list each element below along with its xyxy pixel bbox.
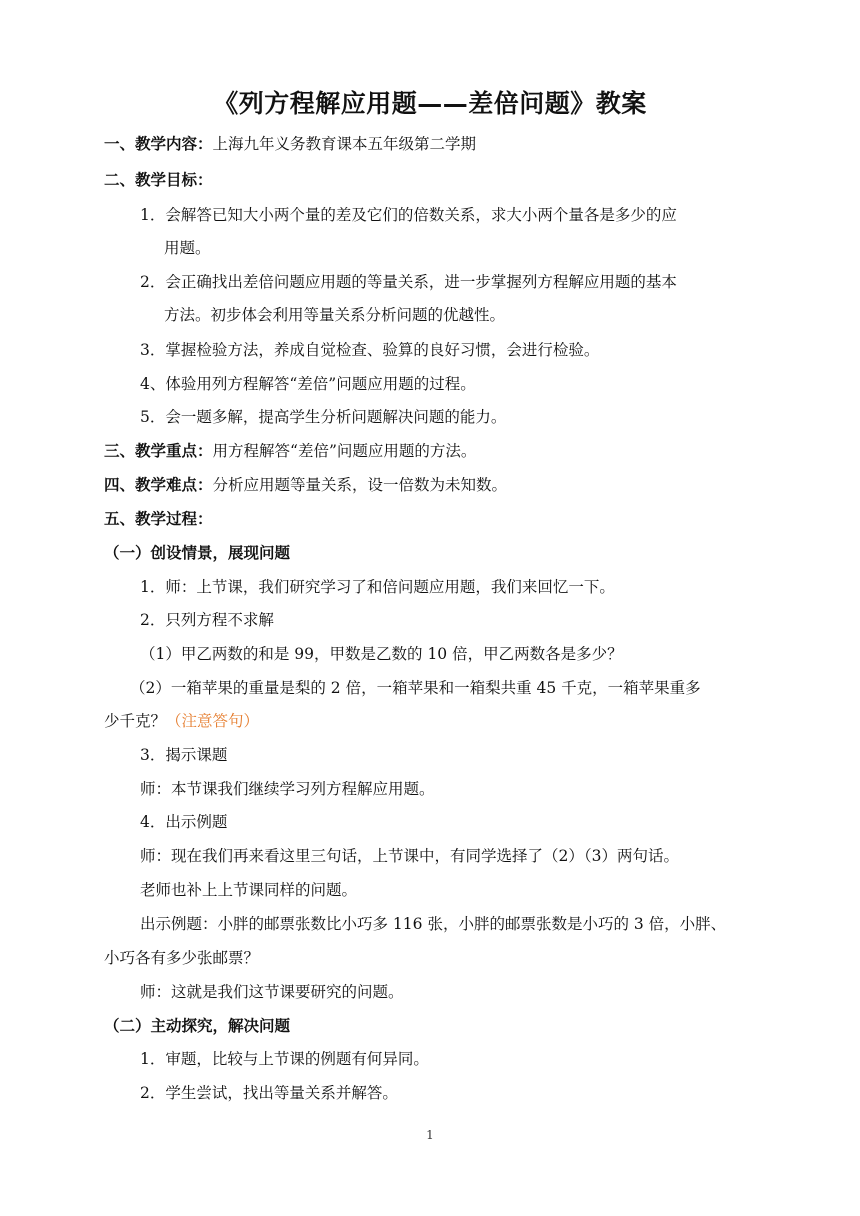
process-line: 老师也补上上节课同样的问题。: [140, 881, 358, 899]
goal-item: 1．会解答已知大小两个量的差及它们的倍数关系，求大小两个量各是多少的应: [140, 206, 677, 224]
goal-item-continuation: 用题。: [164, 239, 211, 257]
process-line: 1．审题，比较与上节课的例题有何异同。: [140, 1050, 429, 1068]
subsection-heading: （二）主动探究，解决问题: [104, 1016, 291, 1035]
process-line: 3．揭示课题: [140, 746, 228, 764]
subsection-heading: （一）创设情景，展现问题: [104, 543, 291, 562]
process-line: 2．学生尝试，找出等量关系并解答。: [140, 1084, 398, 1102]
goal-item: 3．掌握检验方法，养成自觉检查、验算的良好习惯，会进行检验。: [140, 341, 600, 359]
goal-item: 2．会正确找出差倍问题应用题的等量关系，进一步掌握列方程解应用题的基本: [140, 273, 677, 291]
process-line: （1）甲乙两数的和是 99，甲数是乙数的 10 倍，甲乙两数各是多少？: [140, 645, 623, 663]
section-content: [104, 134, 476, 154]
section-text: 分析应用题等量关系，设一倍数为未知数。: [212, 476, 508, 494]
goal-item-continuation: 方法。初步体会利用等量关系分析问题的优越性。: [164, 306, 506, 324]
process-line: 2．只列方程不求解: [140, 611, 274, 629]
section-text: 用方程解答“差倍”问题应用题的方法。: [212, 442, 477, 460]
process-line: （2）一箱苹果的重量是梨的 2 倍，一箱苹果和一箱梨共重 45 千克，一箱苹果重多: [130, 679, 701, 697]
document-title: 《列方程解应用题——差倍问题》教案: [213, 89, 647, 118]
section-heading: 二、教学目标：: [104, 170, 213, 189]
section-heading: 三、教学重点：: [104, 441, 213, 460]
goal-item: 4、体验用列方程解答“差倍”问题应用题的过程。: [140, 375, 476, 393]
section-key-point: [104, 441, 476, 461]
process-text: 少千克？: [104, 712, 167, 730]
process-line: 师：现在我们再来看这里三句话，上节课中，有同学选择了（2）（3）两句话。: [140, 847, 679, 865]
process-line: 1．师：上节课，我们研究学习了和倍问题应用题，我们来回忆一下。: [140, 578, 615, 596]
page-number: 1: [426, 1128, 434, 1142]
section-text: 上海九年义务教育课本五年级第二学期: [212, 135, 477, 153]
process-line: 4．出示例题: [140, 813, 228, 831]
highlight-note: （注意答句）: [166, 712, 260, 730]
section-heading: 五、教学过程：: [104, 509, 213, 528]
process-line: 师：本节课我们继续学习列方程解应用题。: [140, 780, 435, 798]
section-heading: 一、教学内容：: [104, 134, 213, 153]
process-line: [104, 711, 259, 731]
section-heading: 四、教学难点：: [104, 475, 213, 494]
process-line: 师：这就是我们这节课要研究的问题。: [140, 983, 404, 1001]
section-difficulty: [104, 475, 507, 495]
process-line: 出示例题：小胖的邮票张数比小巧多 116 张，小胖的邮票张数是小巧的 3 倍，小胖、: [140, 915, 727, 933]
process-line: 小巧各有多少张邮票？: [104, 949, 260, 967]
goal-item: 5．会一题多解，提高学生分析问题解决问题的能力。: [140, 408, 507, 426]
